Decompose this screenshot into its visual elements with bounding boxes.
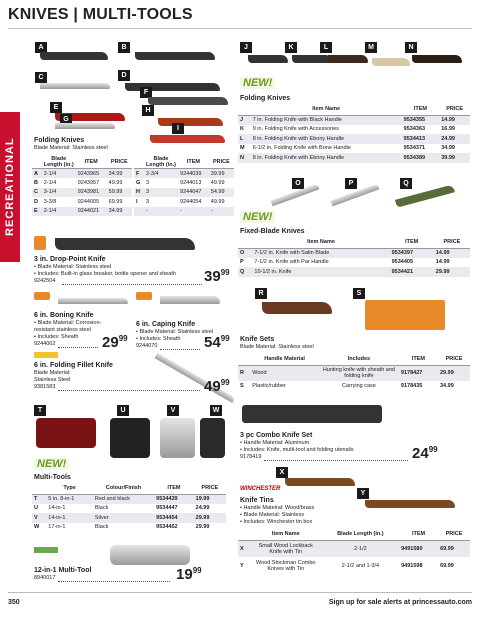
- knife-l-image: [328, 55, 368, 63]
- knife-set-s-image: [365, 300, 445, 330]
- fillet-leader: [58, 390, 200, 391]
- knife-j-image: [248, 55, 288, 63]
- image-tag-d: D: [118, 70, 130, 81]
- combo-set-image: [242, 405, 382, 423]
- caping-item: 9244070: [136, 343, 158, 349]
- boning-item: 9244062: [34, 341, 56, 347]
- combo-leader: [264, 460, 408, 461]
- image-tag-v: V: [167, 405, 179, 416]
- caping-line-1: • Blade Material: Stainless steel: [136, 329, 214, 335]
- boning-title: 6 in. Boning Knife: [34, 312, 94, 319]
- caping-title: 6 in. Caping Knife: [136, 321, 196, 328]
- fillet-price: $49^{99}$: [204, 378, 230, 395]
- image-tag-j: J: [240, 42, 252, 53]
- boning-line-1: • Blade Material: Corrosion-: [34, 320, 102, 326]
- combo-line-1: • Handle Material: Aluminum: [240, 440, 310, 446]
- image-tag-q: Q: [400, 178, 412, 189]
- side-tab: [0, 112, 20, 262]
- knife-sets-title: Knife Sets: [240, 336, 275, 343]
- brand-logo-caping: [136, 292, 152, 300]
- drop-point-knife-image: [55, 238, 195, 250]
- folding-left-subtitle: Blade Material: Stainless steel: [34, 145, 108, 151]
- image-tag-i: I: [172, 123, 184, 134]
- knife-h-image: [158, 118, 223, 126]
- multitool-w-image: [200, 418, 225, 458]
- knife-k-image: [292, 55, 332, 63]
- caping-line-2: • Includes: Sheath: [136, 336, 181, 342]
- folding-right-title: Folding Knives: [240, 95, 291, 102]
- knife-c-image: [40, 83, 110, 89]
- folding-left-table-b: Blade Length (in.) ITEM PRICE F 2-3/4 9244039 39.99 G 3 9244013 49.99 H 3 9244047 54.99 I 3 9244054 49.99 - - -: [134, 156, 234, 216]
- combo-item: 9178419: [240, 454, 262, 460]
- drop-point-price: $39^{99}$: [204, 268, 230, 285]
- knife-sets-subtitle: Blade Material: Stainless steel: [240, 344, 314, 350]
- caping-knife-image: [160, 296, 220, 304]
- image-tag-a: A: [35, 42, 47, 53]
- image-tag-x: X: [276, 467, 288, 478]
- image-tag-e: E: [50, 102, 62, 113]
- fillet-line-2: Stainless Steel: [34, 377, 71, 383]
- brand-shield-icon: [34, 236, 46, 250]
- knife-tin-x-image: [285, 478, 355, 486]
- drop-point-item: 9242504: [34, 278, 56, 284]
- knife-m-image: [372, 58, 410, 66]
- knife-tins-line-3: • Includes: Winchester tin box: [240, 519, 313, 525]
- image-tag-u: U: [117, 405, 129, 416]
- image-tag-b: B: [118, 42, 130, 53]
- image-tag-w: W: [210, 405, 222, 416]
- drop-point-line-2: • Includes: Built-in glass breaker, bottle opener and sheath: [34, 271, 176, 277]
- boning-knife-image: [58, 298, 128, 304]
- page-title: KNIVES | MULTI-TOOLS: [8, 6, 193, 23]
- side-tab-label: RECREATIONAL: [4, 137, 16, 237]
- boning-line-3: • Includes: Sheath: [34, 334, 79, 340]
- footer-rule: [8, 592, 472, 593]
- boning-line-2: resistant stainless steel: [34, 327, 91, 333]
- page-number: 350: [8, 599, 20, 606]
- knife-tins-line-2: • Blade Material: Stainless: [240, 512, 304, 518]
- image-tag-y: Y: [357, 488, 369, 499]
- multi-12-price: $19^{99}$: [176, 566, 202, 583]
- combo-title: 3 pc Combo Knife Set: [240, 432, 313, 439]
- fillet-title: 6 in. Folding Fillet Knife: [34, 362, 113, 369]
- image-tag-t: T: [34, 405, 46, 416]
- image-tag-g: G: [60, 114, 72, 125]
- knife-g-image: [55, 123, 115, 129]
- image-tag-p: P: [345, 178, 357, 189]
- image-tag-c: C: [35, 72, 47, 83]
- multi-12-leader: [58, 581, 170, 582]
- knife-tin-y-image: [365, 500, 455, 508]
- knife-i-image: [150, 135, 225, 143]
- boning-price: $29^{99}$: [102, 334, 128, 351]
- combo-price: $24^{99}$: [412, 445, 438, 462]
- multi-12-item: 8940017: [34, 575, 56, 581]
- drop-point-line-1: • Blade Material: Stainless steel: [34, 264, 112, 270]
- knife-f-image: [148, 97, 228, 105]
- image-tag-r: R: [255, 288, 267, 299]
- image-tag-h: H: [142, 105, 154, 116]
- fillet-item: 9381583: [34, 384, 56, 390]
- brand-logo-12in1: [34, 547, 58, 553]
- image-tag-k: K: [285, 42, 297, 53]
- knife-set-r-image: [262, 302, 332, 314]
- multitool-v-image: [160, 418, 195, 458]
- new-badge-fixed: NEW!: [240, 211, 275, 223]
- title-rule: [8, 28, 472, 29]
- multi-tools-title: Multi-Tools: [34, 474, 71, 481]
- fixed-blade-table: Item Name ITEM PRICE O 7-1/2 in. Knife with Satin Blade 9534397 14.99 P 7-1/2 in. Knife with Par Handle 9534405 14.99 Q 10-1/2 in. Knife 9534421 29.99: [238, 237, 470, 277]
- knife-n-image: [412, 55, 462, 63]
- winchester-logo: WINCHESTER: [240, 486, 281, 492]
- multitool-u-image: [110, 418, 150, 458]
- folding-left-table-a: Blade Length (in.) ITEM PRICE A 2-1/4 9243965 34.99 B 2-1/4 9243957 49.99 C 3-1/4 9243981 59.99 D 3-3/8 9244005 69.99 E 2-1/4 9244021 34.99: [32, 156, 132, 216]
- knife-a-image: [40, 52, 108, 60]
- multitool-t-image: [36, 418, 96, 448]
- knife-b-image: [135, 52, 215, 60]
- brand-logo-boning: [34, 292, 50, 300]
- knife-tins-table: Item Name Blade Length (in.) ITEM PRICE X Small Wood Lockback Knife with Tin 2-1/2 9491580 69.99 Y Wood Stockman Combo Knives with Tin 2-1/2 and 1-3/4 9491598 69.99: [238, 529, 470, 574]
- multitool-12in1-image: [110, 545, 190, 565]
- folding-right-table: Item Name ITEM PRICE J 7 in. Folding Knife with Black Handle 9534355 14.99 K 9 in. Folding Knife with Accessories 9534363 16.99 L 8 in. Folding Knife with Ebony Handle 9534413 24.99 M 6-1/2 in. Folding Knife with Bone Handle 9534371 34.99 N 8 in. Folding Knife with Ebony Handle 9534389 39.99: [238, 104, 470, 163]
- folding-left-title: Folding Knives: [34, 137, 85, 144]
- fillet-line-1: Blade Material:: [34, 370, 71, 376]
- multi-tools-table: Type Colour/Finish ITEM PRICE T 5 in. 8-in-1 Red and black 9534439 19.99 U 14-in-1 Black 9534447 24.99 V 14-in-1 Silver 9534454 29.99 W 17-in-1 Black 9534462 29.99: [32, 483, 226, 532]
- multi-12-title: 12-in-1 Multi-Tool: [34, 567, 92, 574]
- image-tag-o: O: [292, 178, 304, 189]
- caping-leader: [160, 349, 200, 350]
- image-tag-s: S: [353, 288, 365, 299]
- new-badge-multitools: NEW!: [34, 458, 69, 470]
- boning-leader: [58, 347, 98, 348]
- image-tag-f: F: [140, 87, 152, 98]
- brand-logo-fillet: [34, 352, 58, 358]
- drop-point-leader: [62, 284, 202, 285]
- drop-point-title: 3 in. Drop-Point Knife: [34, 256, 106, 263]
- image-tag-l: L: [320, 42, 332, 53]
- fixed-blade-title: Fixed-Blade Knives: [240, 228, 305, 235]
- footer-link[interactable]: Sign up for sale alerts at princessauto.com: [328, 599, 472, 606]
- knife-tins-title: Knife Tins: [240, 497, 274, 504]
- combo-line-2: • Includes: Knife, multi-tool and folding utensils: [240, 447, 354, 453]
- knife-tins-line-1: • Handle Mateiral: Wood/brass: [240, 505, 315, 511]
- image-tag-n: N: [405, 42, 417, 53]
- image-tag-m: M: [365, 42, 377, 53]
- caping-price: $54^{99}$: [204, 334, 230, 351]
- knife-sets-table: Handle Material Includes ITEM PRICE R Wood Hunting knife with sheath and folding knife 9178427 29.99 S Plastic/rubber Carrying case 9178435 34.99: [238, 354, 470, 391]
- new-badge-folding: NEW!: [240, 77, 275, 89]
